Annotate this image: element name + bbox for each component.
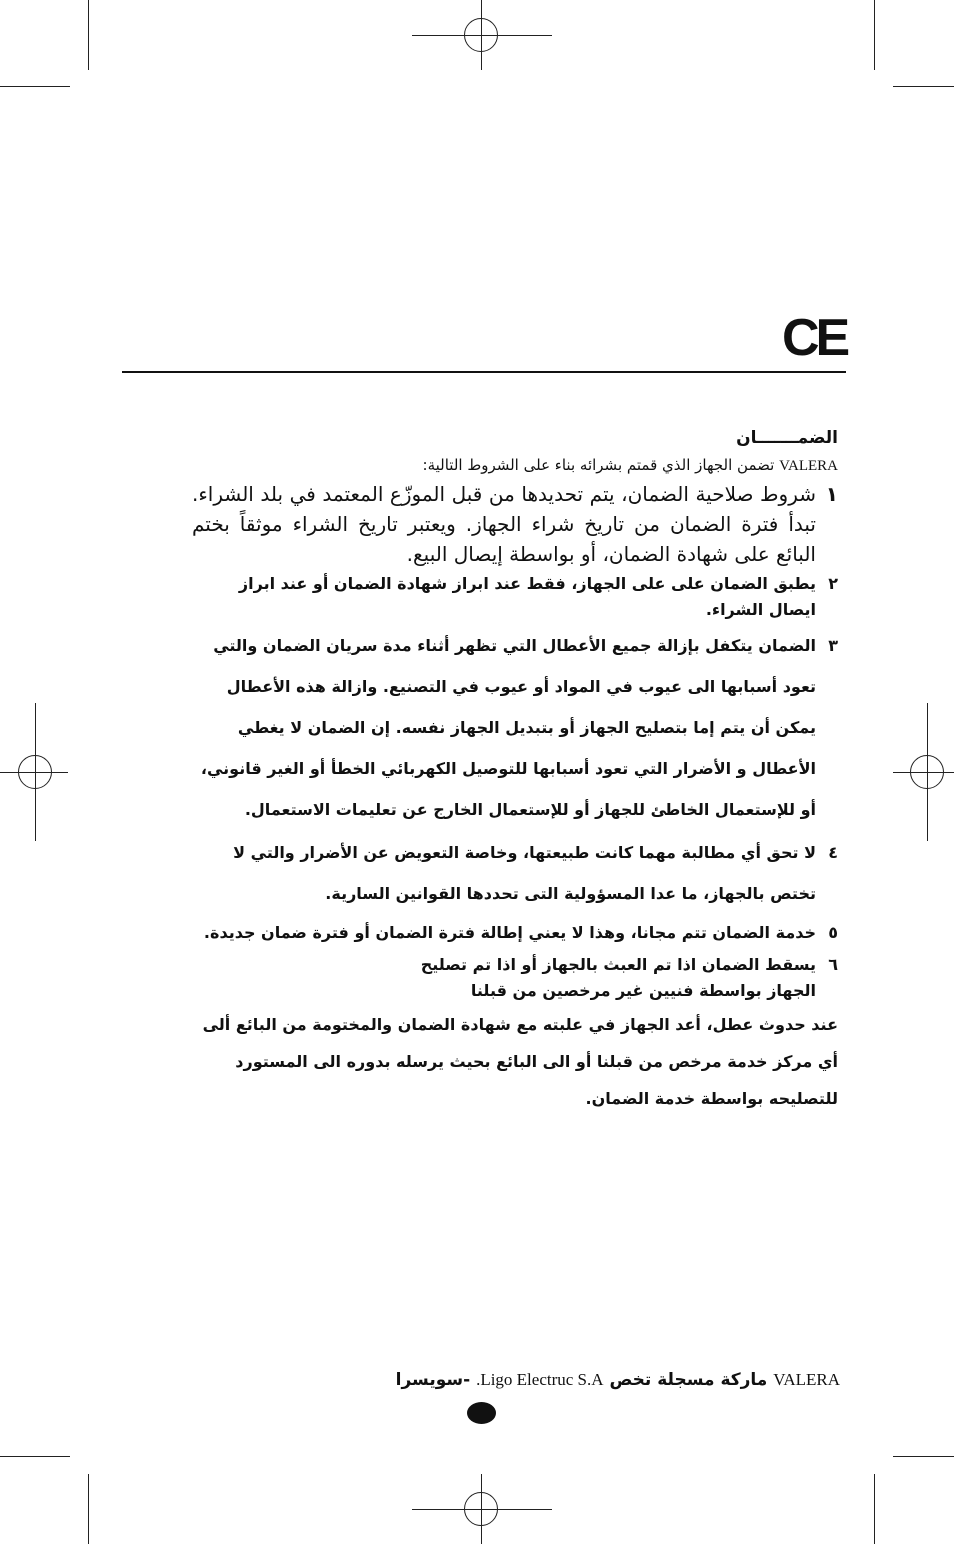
item-number: ٤	[828, 843, 838, 862]
warranty-item-5	[192, 916, 838, 950]
footer-trademark	[380, 1370, 840, 1390]
item-number: ١	[825, 482, 838, 506]
crop-mark-bottom-right-vertical	[874, 1474, 875, 1544]
warranty-item-3	[192, 625, 838, 830]
item-text: شروط صلاحية الضمان، يتم تحديدها من قبل الموزّع المعتمد في بلد الشراء. تبدأ فترة الضمان من تاريخ شراء الجهاز. ويعتبر تاريخ الشراء موثقاً بختم البائع على شهادة الضمان، أو بواسطة إيصال البيع.	[192, 482, 816, 566]
registration-line-top-vertical	[481, 0, 482, 70]
registration-line-right-vertical	[927, 703, 928, 841]
crop-mark-top-left-vertical	[88, 0, 89, 70]
intro-text: تضمن الجهاز الذي قمتم بشرائه بناء على الشروط التالية:	[422, 456, 780, 474]
crop-mark-top-left-horizontal	[0, 86, 70, 87]
crop-mark-top-right-horizontal	[893, 86, 954, 87]
page-number-dot	[467, 1402, 496, 1424]
intro-brand: VALERA	[779, 458, 838, 474]
footer-text: ماركة مسجلة تخص	[603, 1370, 774, 1390]
registration-line-right-horizontal	[893, 772, 954, 773]
registration-line-top-horizontal	[412, 35, 552, 36]
warranty-item-6	[192, 952, 838, 1004]
warranty-closing: عند حدوث عطل، أعد الجهاز في علبته مع شهادة الضمان والمختومة من البائع ألى أي مركز خدمة مرخص من قبلنا أو الى البائع بحيث يرسله بدوره الى المستورد للتصليحه بواسطة خدمة الضمان.	[202, 1015, 838, 1108]
crop-mark-top-right-vertical	[874, 0, 875, 70]
crop-mark-bottom-right-horizontal	[893, 1456, 954, 1457]
header-rule	[122, 371, 846, 373]
registration-line-left-vertical	[35, 703, 36, 841]
warranty-section	[192, 428, 838, 1117]
warranty-heading: الضمـــــــان	[736, 428, 838, 448]
crop-mark-bottom-left-vertical	[88, 1474, 89, 1544]
registration-line-left-horizontal	[0, 772, 68, 773]
warranty-item-2	[192, 571, 838, 623]
footer-country: -سويسرا	[395, 1370, 477, 1390]
item-text: لا تحق أي مطالبة مهما كانت طبيعتها، وخاصة التعويض عن الأضرار والتي لا تختص بالجهاز، ما عدا المسؤولية التى تحددها القوانين السارية.	[233, 843, 816, 903]
item-text: الضمان يتكفل بإزالة جميع الأعطال التي تظهر أثناء مدة سريان الضمان والتي تعود أسبابها الى عيوب في المواد أو عيوب في التصنيع. وازالة هذه الأعطال يمكن أن يتم إما بتصليح الجهاز أو بتبديل الجهاز نفسه. إن الضمان لا يغطي الأعطال و الأضرار التي تعود أسبابها للتوصيل الكهربائي الخطأ أو الغير قانوني، أو للإستعمال الخاطئ للجهاز أو للإستعمال الخارج عن تعليمات الاستعمال.	[200, 636, 816, 819]
registration-line-bottom-horizontal	[412, 1509, 552, 1510]
warranty-item-4	[192, 832, 838, 914]
item-text: يسقط الضمان اذا تم العبث بالجهاز أو اذا تم تصليح الجهاز بواسطة فنيين غير مرخصين من قبلنا	[420, 955, 816, 1000]
item-number: ٦	[828, 955, 838, 974]
item-text: خدمة الضمان تتم مجانا، وهذا لا يعني إطالة فترة الضمان أو فترة ضمان جديدة.	[203, 923, 816, 942]
warranty-item-1	[192, 479, 838, 569]
item-number: ٥	[828, 923, 838, 942]
crop-mark-bottom-left-horizontal	[0, 1456, 70, 1457]
footer-brand: VALERA	[773, 1370, 840, 1389]
registration-line-bottom-vertical	[481, 1474, 482, 1544]
warranty-intro	[192, 456, 838, 475]
item-text: يطبق الضمان على على الجهاز، فقط عند ابراز شهادة الضمان أو عند ابراز ايصال الشراء.	[238, 574, 816, 619]
ce-mark: CE	[782, 309, 847, 367]
item-number: ٢	[828, 574, 838, 593]
item-number: ٣	[828, 636, 838, 655]
footer-company: Ligo Electruc S.A.	[476, 1370, 604, 1389]
